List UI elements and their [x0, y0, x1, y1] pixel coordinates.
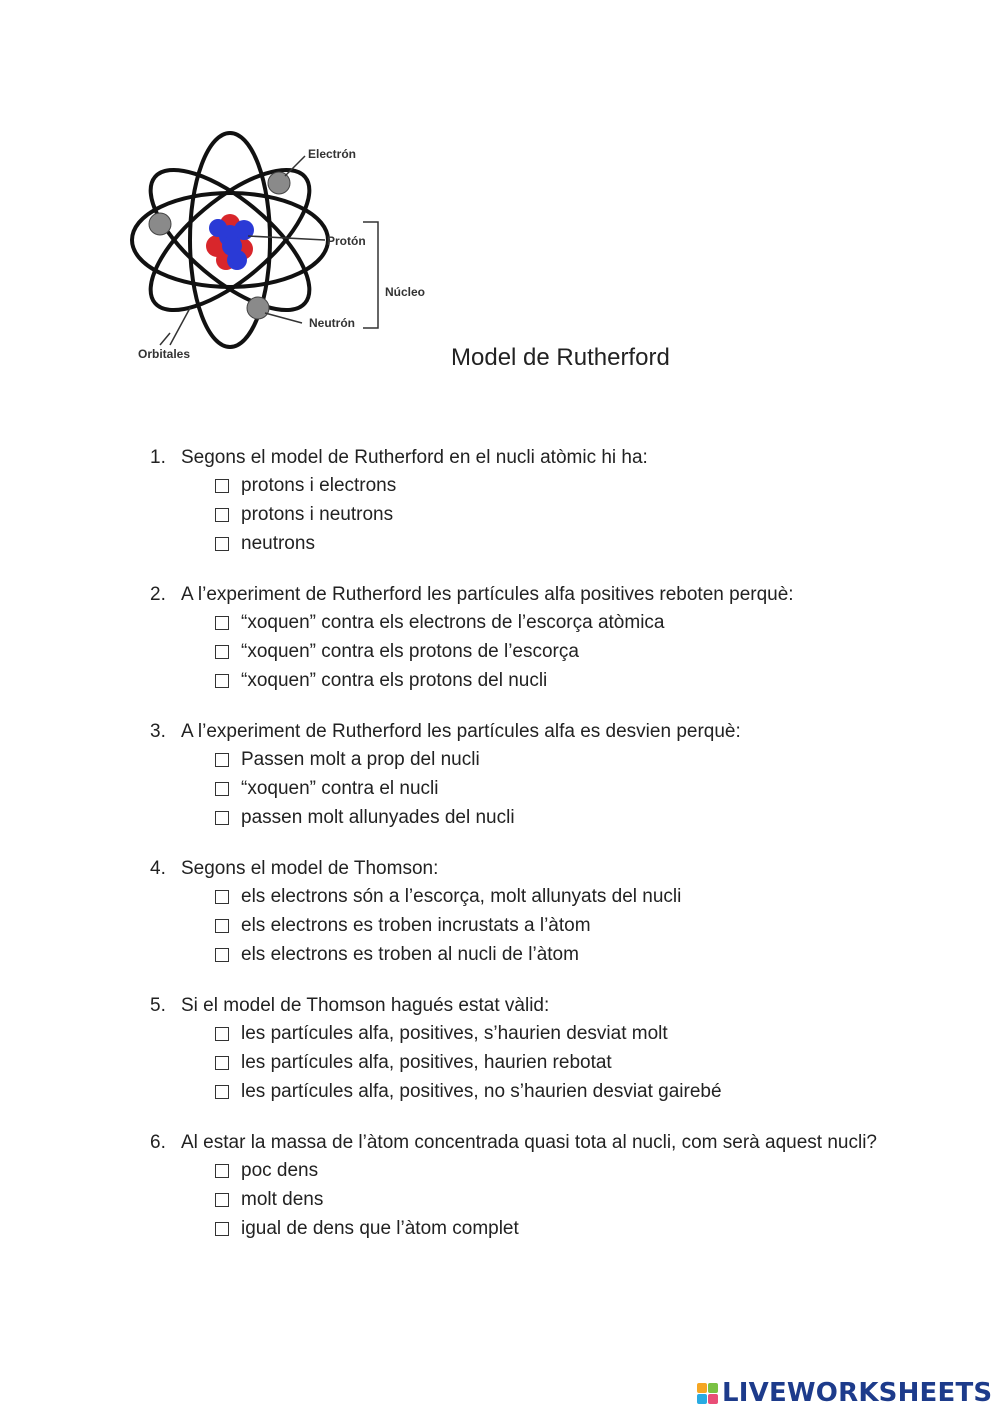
checkbox[interactable] — [215, 811, 229, 825]
neutron-particle — [209, 219, 227, 237]
answer-option[interactable] — [215, 1019, 880, 1048]
question-5 — [150, 992, 880, 1106]
atom-diagram — [120, 118, 450, 368]
option-label: neutrons — [241, 533, 315, 554]
label-nucleus: Núcleo — [385, 285, 426, 299]
question-number: 2. — [150, 584, 166, 605]
option-label: poc dens — [241, 1160, 319, 1181]
checkbox[interactable] — [215, 1193, 229, 1207]
question-text: Segons el model de Rutherford en el nucli atòmic hi ha: — [181, 447, 648, 468]
question-header — [150, 444, 880, 471]
question-header — [150, 1129, 880, 1156]
nucleus-cluster — [206, 214, 254, 270]
answer-option[interactable] — [215, 1214, 880, 1243]
question-4 — [150, 855, 880, 969]
checkbox[interactable] — [215, 948, 229, 962]
page-title: Model de Rutherford — [451, 344, 670, 371]
answer-option[interactable] — [215, 1185, 880, 1214]
checkbox[interactable] — [215, 1085, 229, 1099]
answer-option[interactable] — [215, 608, 880, 637]
checkbox[interactable] — [215, 1222, 229, 1236]
logo-text: LIVEWORKSHEETS — [722, 1378, 993, 1408]
neutron-particle — [234, 220, 254, 240]
label-neutron: Neutrón — [309, 316, 355, 330]
question-1 — [150, 444, 880, 558]
checkbox[interactable] — [215, 782, 229, 796]
question-header — [150, 718, 880, 745]
question-number: 1. — [150, 447, 166, 468]
option-label: protons i electrons — [241, 475, 397, 496]
answer-option[interactable] — [215, 882, 880, 911]
question-text: A l’experiment de Rutherford les partícules alfa positives reboten perquè: — [181, 584, 794, 605]
question-number: 4. — [150, 858, 166, 879]
answer-option[interactable] — [215, 1077, 880, 1106]
answer-option[interactable] — [215, 1048, 880, 1077]
logo-square — [708, 1394, 718, 1404]
question-number: 6. — [150, 1132, 166, 1153]
question-text: Si el model de Thomson hagués estat vàlid: — [181, 995, 550, 1016]
answer-option[interactable] — [215, 500, 880, 529]
electron-particle — [149, 213, 171, 235]
checkbox[interactable] — [215, 1056, 229, 1070]
checkbox[interactable] — [215, 1027, 229, 1041]
liveworksheets-logo — [697, 1378, 992, 1408]
question-list — [150, 444, 880, 1266]
label-electron: Electrón — [308, 147, 357, 161]
checkbox[interactable] — [215, 508, 229, 522]
option-label: els electrons es troben incrustats a l’àtom — [241, 915, 591, 936]
checkbox[interactable] — [215, 674, 229, 688]
answer-option[interactable] — [215, 745, 880, 774]
option-label: “xoquen” contra el nucli — [241, 778, 439, 799]
checkbox[interactable] — [215, 919, 229, 933]
label-proton: Protón — [327, 234, 366, 248]
logo-square — [697, 1383, 707, 1393]
answer-option[interactable] — [215, 803, 880, 832]
answer-option[interactable] — [215, 774, 880, 803]
checkbox[interactable] — [215, 890, 229, 904]
option-label: molt dens — [241, 1189, 324, 1210]
option-label: les partícules alfa, positives, haurien rebotat — [241, 1052, 612, 1073]
checkbox[interactable] — [215, 479, 229, 493]
option-label: “xoquen” contra els protons de l’escorça — [241, 641, 579, 662]
checkbox[interactable] — [215, 537, 229, 551]
question-6 — [150, 1129, 880, 1243]
question-text: Al estar la massa de l’àtom concentrada quasi tota al nucli, com serà aquest nucli? — [181, 1132, 877, 1153]
label-orbitals: Orbitales — [138, 347, 191, 361]
checkbox[interactable] — [215, 645, 229, 659]
option-label: els electrons es troben al nucli de l’àtom — [241, 944, 579, 965]
option-label: protons i neutrons — [241, 504, 394, 525]
question-text: A l’experiment de Rutherford les partícules alfa es desvien perquè: — [181, 721, 741, 742]
answer-option[interactable] — [215, 666, 880, 695]
checkbox[interactable] — [215, 753, 229, 767]
checkbox[interactable] — [215, 1164, 229, 1178]
electron-particle — [247, 297, 269, 319]
answer-option[interactable] — [215, 940, 880, 969]
answer-option[interactable] — [215, 529, 880, 558]
question-number: 3. — [150, 721, 166, 742]
logo-square — [697, 1394, 707, 1404]
answer-option[interactable] — [215, 637, 880, 666]
option-label: Passen molt a prop del nucli — [241, 749, 480, 770]
logo-square — [708, 1383, 718, 1393]
question-number: 5. — [150, 995, 166, 1016]
neutron-particle — [222, 236, 242, 256]
option-label: igual de dens que l’àtom complet — [241, 1218, 519, 1239]
question-2 — [150, 581, 880, 695]
option-label: els electrons són a l’escorça, molt allunyats del nucli — [241, 886, 682, 907]
option-label: “xoquen” contra els electrons de l’escorça atòmica — [241, 612, 665, 633]
option-label: “xoquen” contra els protons del nucli — [241, 670, 548, 691]
checkbox[interactable] — [215, 616, 229, 630]
option-label: les partícules alfa, positives, no s’haurien desviat gairebé — [241, 1081, 722, 1102]
answer-option[interactable] — [215, 911, 880, 940]
question-header — [150, 855, 880, 882]
question-header — [150, 992, 880, 1019]
logo-icon — [697, 1383, 718, 1404]
question-3 — [150, 718, 880, 832]
answer-option[interactable] — [215, 1156, 880, 1185]
option-label: passen molt allunyades del nucli — [241, 807, 515, 828]
option-label: les partícules alfa, positives, s’haurien desviat molt — [241, 1023, 668, 1044]
answer-option[interactable] — [215, 471, 880, 500]
question-header — [150, 581, 880, 608]
question-text: Segons el model de Thomson: — [181, 858, 439, 879]
